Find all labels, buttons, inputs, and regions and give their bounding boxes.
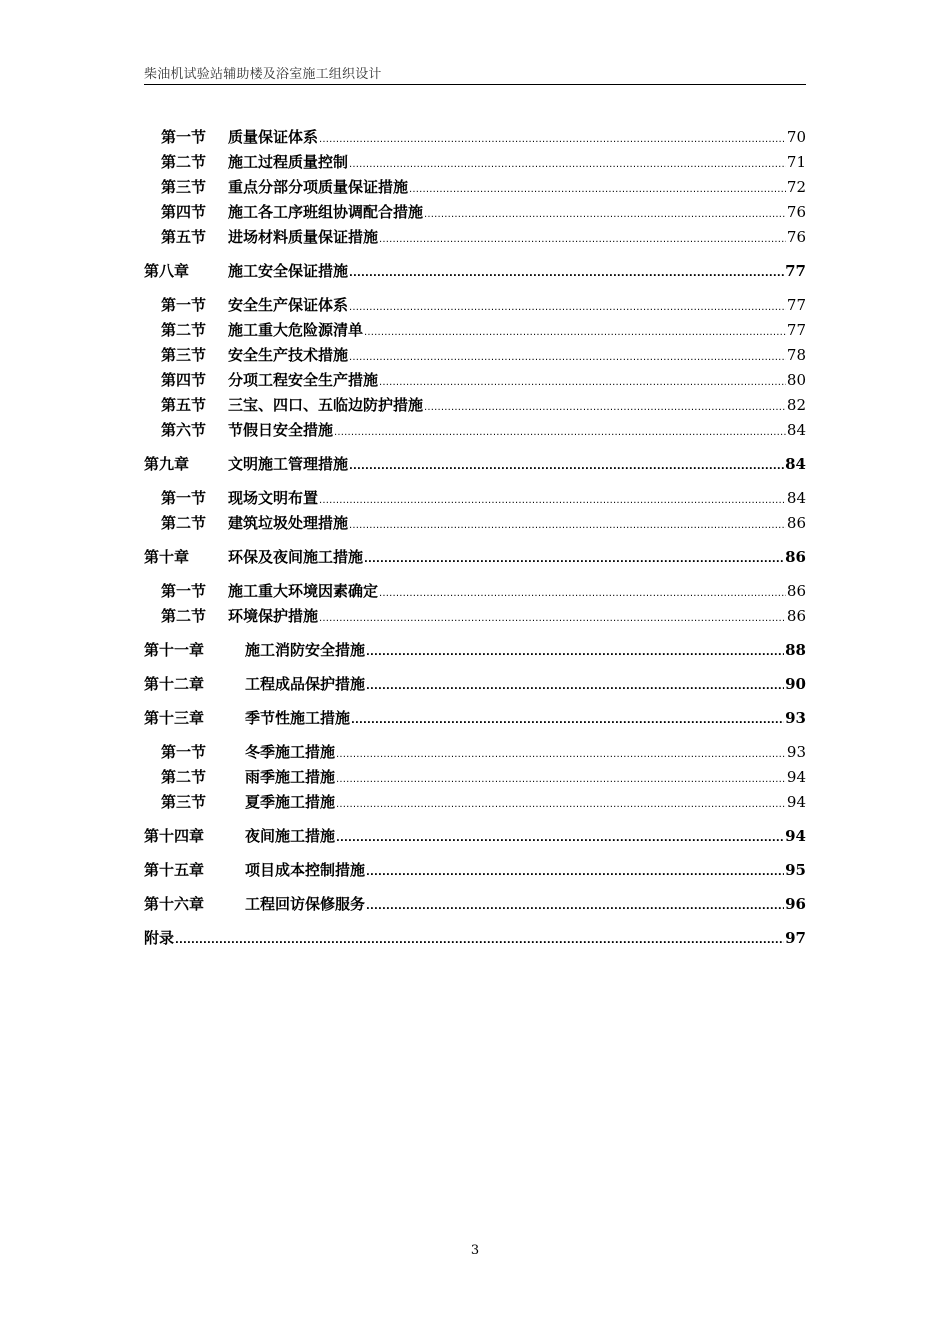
- toc-dot-leader: [424, 402, 786, 413]
- toc-chapter-entry[interactable]: [144, 859, 806, 884]
- toc-entry-number: 第一节: [161, 582, 207, 600]
- toc-section-entry[interactable]: [144, 176, 806, 201]
- toc-section-entry[interactable]: [144, 605, 806, 630]
- toc-dot-leader: [336, 799, 786, 810]
- toc-entry-title: 节假日安全措施: [228, 421, 334, 439]
- toc-entry-number: 第四节: [161, 203, 207, 221]
- toc-entry-page: 86: [786, 514, 806, 532]
- toc-entry-title: 冬季施工措施: [245, 743, 336, 761]
- toc-section-entry[interactable]: [144, 741, 806, 766]
- toc-entry-number: 第三节: [161, 793, 207, 811]
- toc-entry-page: 94: [786, 793, 806, 811]
- toc-chapter-entry[interactable]: [144, 707, 806, 732]
- toc-entry-page: 93: [786, 743, 806, 761]
- toc-section-entry[interactable]: [144, 126, 806, 151]
- toc-dot-leader: [349, 520, 786, 531]
- toc-dot-leader: [364, 327, 786, 338]
- toc-entry-page: 90: [785, 675, 806, 693]
- toc-chapter-entry[interactable]: [144, 825, 806, 850]
- toc-section-entry[interactable]: [144, 344, 806, 369]
- toc-entry-number: 第三节: [161, 346, 207, 364]
- toc-entry-title: 建筑垃圾处理措施: [228, 514, 349, 532]
- toc-entry-title: 安全生产技术措施: [228, 346, 349, 364]
- toc-entry-page: 82: [786, 396, 806, 414]
- toc-entry-number: 第二节: [161, 321, 207, 339]
- toc-entry-number: 第十四章: [144, 827, 205, 845]
- toc-entry-number: 第二节: [161, 153, 207, 171]
- toc-section-entry[interactable]: [144, 419, 806, 444]
- toc-entry-number: 第十一章: [144, 641, 205, 659]
- toc-entry-number: 第九章: [144, 455, 190, 473]
- toc-dot-leader: [366, 681, 784, 692]
- toc-dot-leader: [409, 184, 786, 195]
- toc-dot-leader: [379, 588, 786, 599]
- toc-dot-leader: [366, 867, 784, 878]
- toc-dot-leader: [364, 554, 784, 565]
- toc-dot-leader: [336, 749, 786, 760]
- toc-entry-number: 第五节: [161, 396, 207, 414]
- toc-entry-title: 质量保证体系: [228, 128, 319, 146]
- toc-section-entry[interactable]: [144, 369, 806, 394]
- toc-entry-number: 第一节: [161, 296, 207, 314]
- toc-entry-title: 工程成品保护措施: [245, 675, 366, 693]
- toc-entry-title: 施工重大危险源清单: [228, 321, 364, 339]
- page-number: 3: [470, 1243, 480, 1258]
- toc-entry-number: 第五节: [161, 228, 207, 246]
- toc-entry-number: 第六节: [161, 421, 207, 439]
- toc-entry-page: 86: [786, 607, 806, 625]
- toc-entry-number: 第十章: [144, 548, 190, 566]
- toc-entry-title: 夜间施工措施: [245, 827, 336, 845]
- toc-entry-title: 安全生产保证体系: [228, 296, 349, 314]
- toc-dot-leader: [336, 774, 786, 785]
- toc-section-entry[interactable]: [144, 201, 806, 226]
- toc-dot-leader: [349, 352, 786, 363]
- toc-section-entry[interactable]: [144, 791, 806, 816]
- toc-entry-page: 76: [786, 228, 806, 246]
- toc-entry-page: 77: [786, 321, 806, 339]
- toc-dot-leader: [319, 613, 786, 624]
- toc-chapter-entry[interactable]: [144, 673, 806, 698]
- toc-dot-leader: [349, 461, 784, 472]
- toc-entry-title: 雨季施工措施: [245, 768, 336, 786]
- toc-section-entry[interactable]: [144, 487, 806, 512]
- toc-entry-number: 第十二章: [144, 675, 205, 693]
- toc-entry-page: 86: [785, 548, 806, 566]
- toc-entry-page: 88: [785, 641, 806, 659]
- toc-entry-page: 95: [785, 861, 806, 879]
- toc-entry-number: 第一节: [161, 743, 207, 761]
- toc-entry-title: 施工各工序班组协调配合措施: [228, 203, 424, 221]
- toc-entry-number: 第一节: [161, 128, 207, 146]
- toc-entry-page: 80: [786, 371, 806, 389]
- toc-dot-leader: [351, 715, 784, 726]
- toc-entry-number: 第一节: [161, 489, 207, 507]
- toc-entry-page: 72: [786, 178, 806, 196]
- toc-dot-leader: [349, 302, 786, 313]
- toc-entry-page: 77: [786, 296, 806, 314]
- toc-entry-page: 78: [786, 346, 806, 364]
- toc-section-entry[interactable]: [144, 151, 806, 176]
- table-of-contents: [144, 126, 806, 952]
- toc-section-entry[interactable]: [144, 226, 806, 251]
- toc-entry-page: 94: [786, 768, 806, 786]
- toc-section-entry[interactable]: [144, 319, 806, 344]
- toc-entry-title: 环境保护措施: [228, 607, 319, 625]
- toc-entry-number: 第三节: [161, 178, 207, 196]
- toc-entry-page: 84: [786, 489, 806, 507]
- toc-dot-leader: [424, 209, 786, 220]
- toc-dot-leader: [349, 159, 786, 170]
- toc-entry-title: 重点分部分项质量保证措施: [228, 178, 409, 196]
- toc-dot-leader: [379, 234, 786, 245]
- toc-dot-leader: [336, 833, 784, 844]
- toc-section-entry[interactable]: [144, 512, 806, 537]
- toc-entry-number: 第二节: [161, 768, 207, 786]
- toc-chapter-entry[interactable]: [144, 453, 806, 478]
- toc-entry-title: 分项工程安全生产措施: [228, 371, 379, 389]
- toc-dot-leader: [379, 377, 786, 388]
- toc-chapter-entry[interactable]: [144, 546, 806, 571]
- toc-dot-leader: [319, 134, 786, 145]
- toc-entry-number: 第八章: [144, 262, 190, 280]
- toc-entry-number: 第二节: [161, 607, 207, 625]
- toc-dot-leader: [366, 647, 784, 658]
- toc-section-entry[interactable]: [144, 766, 806, 791]
- toc-entry-number: 第四节: [161, 371, 207, 389]
- toc-entry-title: 夏季施工措施: [245, 793, 336, 811]
- toc-chapter-entry[interactable]: [144, 927, 806, 952]
- toc-entry-title: 项目成本控制措施: [245, 861, 366, 879]
- document-title: 柴油机试验站辅助楼及浴室施工组织设计: [144, 67, 382, 82]
- toc-entry-page: 93: [785, 709, 806, 727]
- toc-entry-number: 第十三章: [144, 709, 205, 727]
- toc-entry-title: 现场文明布置: [228, 489, 319, 507]
- toc-entry-title: 施工过程质量控制: [228, 153, 349, 171]
- toc-entry-number: 第二节: [161, 514, 207, 532]
- toc-dot-leader: [175, 935, 784, 946]
- toc-entry-page: 84: [786, 421, 806, 439]
- toc-entry-title: 进场材料质量保证措施: [228, 228, 379, 246]
- toc-dot-leader: [334, 427, 786, 438]
- toc-entry-title: 季节性施工措施: [245, 709, 351, 727]
- toc-entry-title: 环保及夜间施工措施: [228, 548, 364, 566]
- toc-dot-leader: [349, 268, 784, 279]
- toc-entry-page: 96: [785, 895, 806, 913]
- toc-entry-number: 第十六章: [144, 895, 205, 913]
- toc-entry-title: 三宝、四口、五临边防护措施: [228, 396, 424, 414]
- toc-dot-leader: [319, 495, 786, 506]
- toc-section-entry[interactable]: [144, 394, 806, 419]
- toc-entry-page: 84: [785, 455, 806, 473]
- page-header: [144, 66, 806, 85]
- toc-entry-title: 工程回访保修服务: [245, 895, 366, 913]
- toc-entry-title: 施工重大环境因素确定: [228, 582, 379, 600]
- toc-entry-page: 86: [786, 582, 806, 600]
- toc-dot-leader: [366, 901, 784, 912]
- toc-entry-title: 附录: [144, 929, 175, 947]
- toc-entry-title: 文明施工管理措施: [228, 455, 349, 473]
- toc-chapter-entry[interactable]: [144, 639, 806, 664]
- toc-entry-number: 第十五章: [144, 861, 205, 879]
- toc-entry-page: 71: [786, 153, 806, 171]
- toc-entry-page: 97: [785, 929, 806, 947]
- toc-chapter-entry[interactable]: [144, 893, 806, 918]
- toc-section-entry[interactable]: [144, 580, 806, 605]
- toc-entry-page: 70: [786, 128, 806, 146]
- toc-entry-page: 94: [785, 827, 806, 845]
- toc-entry-page: 77: [785, 262, 806, 280]
- toc-section-entry[interactable]: [144, 294, 806, 319]
- toc-entry-page: 76: [786, 203, 806, 221]
- toc-chapter-entry[interactable]: [144, 260, 806, 285]
- toc-entry-title: 施工消防安全措施: [245, 641, 366, 659]
- toc-entry-title: 施工安全保证措施: [228, 262, 349, 280]
